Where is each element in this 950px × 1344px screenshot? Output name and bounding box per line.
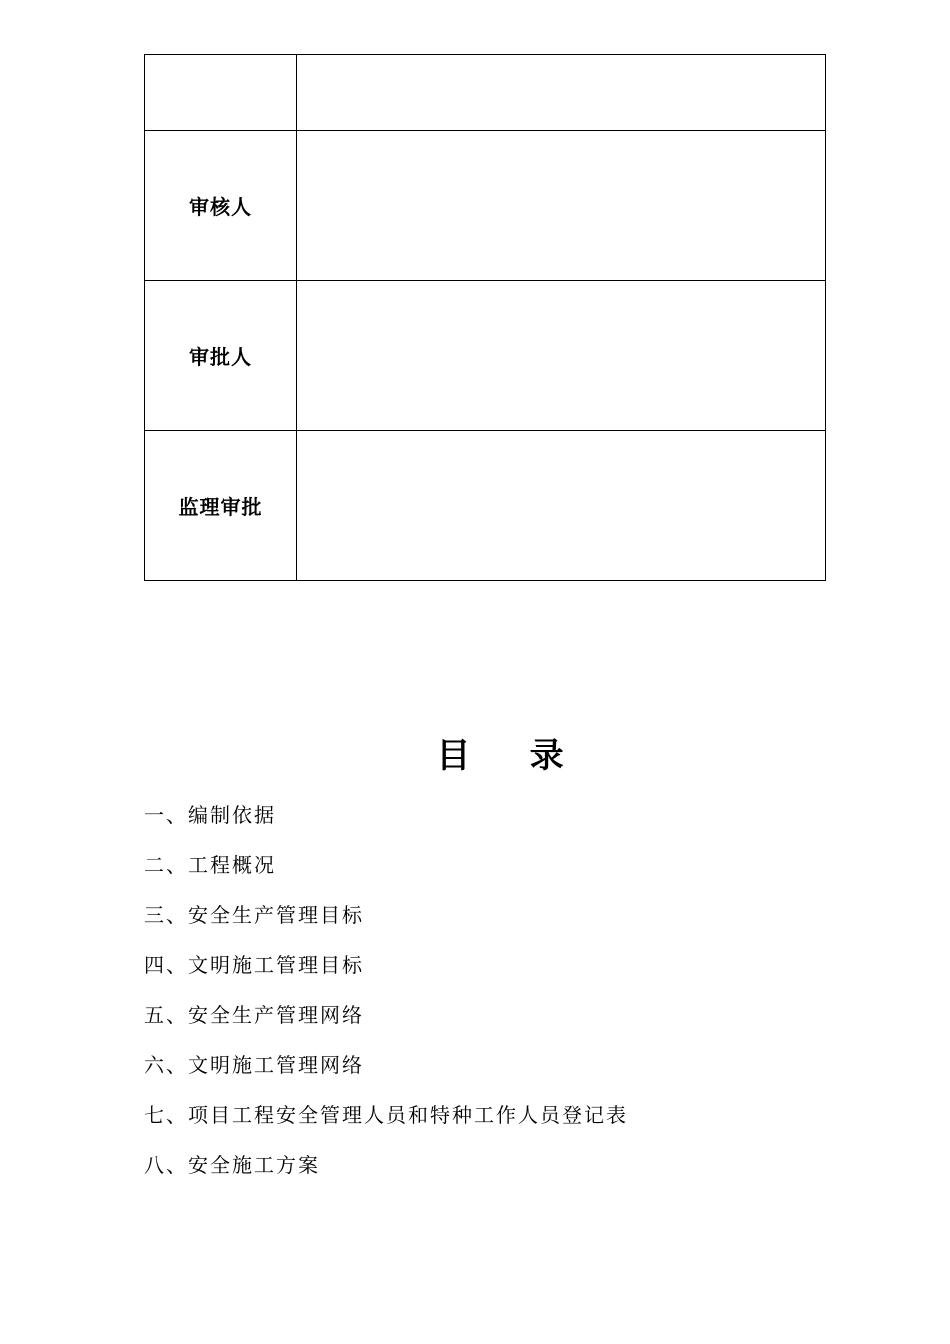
approval-table [144,54,826,581]
toc-item-safety-plan: 八、安全施工方案 [144,1153,320,1177]
reviewer-label: 审核人 [145,131,297,281]
table-row [145,431,826,581]
toc-item-civilized-construction-network: 六、文明施工管理网络 [144,1053,364,1077]
toc-item-project-overview: 二、工程概况 [144,853,276,877]
toc-title: 目 录 [436,736,564,776]
table-row [145,55,826,131]
toc-item-civilized-construction-goals: 四、文明施工管理目标 [144,953,364,977]
supervisor-approval-label: 监理审批 [145,431,297,581]
toc-item-personnel-register: 七、项目工程安全管理人员和特种工作人员登记表 [144,1103,628,1127]
row-value [297,55,826,131]
supervisor-approval-value [297,431,826,581]
toc-item-safety-network: 五、安全生产管理网络 [144,1003,364,1027]
table-row [145,281,826,431]
table-row [145,131,826,281]
toc-list [144,790,628,1190]
row-label [145,55,297,131]
toc-item-compilation-basis: 一、编制依据 [144,803,276,827]
approver-value [297,281,826,431]
reviewer-value [297,131,826,281]
approver-label: 审批人 [145,281,297,431]
toc-item-safety-goals: 三、安全生产管理目标 [144,903,364,927]
